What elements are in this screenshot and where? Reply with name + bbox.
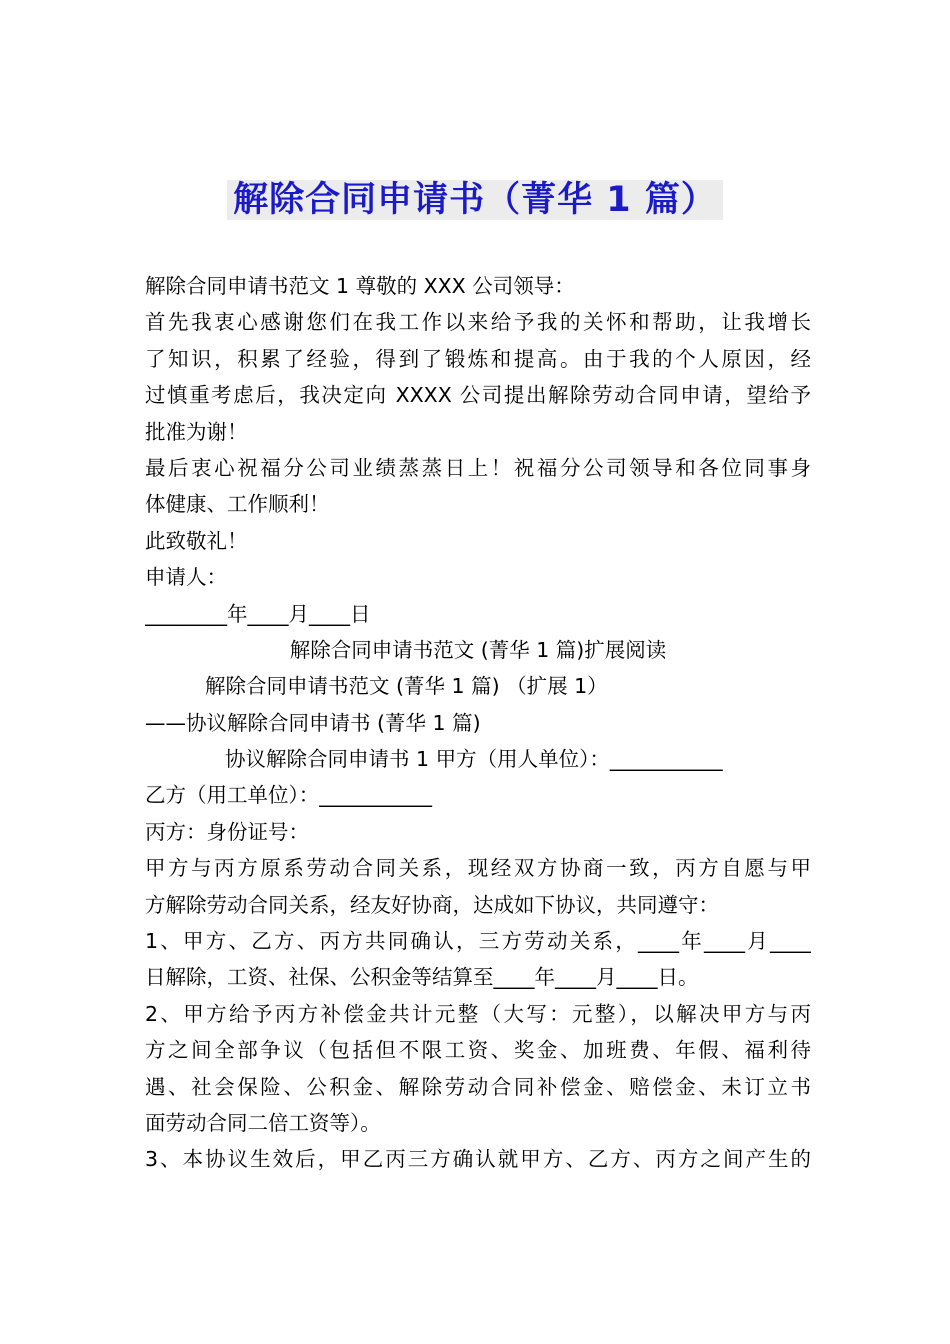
paragraph-line: 首先我衷心感谢您们在我工作以来给予我的关怀和帮助，让我增长 bbox=[145, 310, 811, 335]
paragraph-line: 批准为谢！ bbox=[145, 419, 248, 444]
party-c-line: 丙方：身份证号： bbox=[145, 819, 309, 844]
paragraph-line: 最后衷心祝福分公司业绩蒸蒸日上！祝福分公司领导和各位同事身 bbox=[145, 455, 811, 480]
paragraph-line: 过慎重考虑后，我决定向 XXXX 公司提出解除劳动合同申请，望给予 bbox=[145, 383, 811, 408]
document-title bbox=[0, 172, 950, 228]
clause-line: 方之间全部争议（包括但不限工资、奖金、加班费、年假、福利待 bbox=[145, 1038, 811, 1063]
paragraph-line: 体健康、工作顺利！ bbox=[145, 492, 330, 517]
clause-line: 2、甲方给予丙方补偿金共计元整（大写：元整），以解决甲方与丙 bbox=[145, 1001, 811, 1026]
clause-line: 面劳动合同二倍工资等）。 bbox=[145, 1110, 381, 1135]
paragraph-line: 甲方与丙方原系劳动合同关系，现经双方协商一致，丙方自愿与甲 bbox=[145, 856, 811, 881]
salutation-line: 解除合同申请书范文 1 尊敬的 XXX 公司领导： bbox=[145, 274, 575, 298]
date-line: ________年____月____日 bbox=[145, 601, 371, 626]
document-body bbox=[145, 268, 811, 1178]
paragraph-line: 了知识，积累了经验，得到了锻炼和提高。由于我的个人原因，经 bbox=[145, 346, 811, 371]
party-a-line: 协议解除合同申请书 1 甲方（用人单位）：___________ bbox=[225, 747, 723, 772]
clause-line: 日解除，工资、社保、公积金等结算至____年____月____日。 bbox=[145, 965, 699, 990]
extended-subheading: 解除合同申请书范文 (菁华 1 篇) （扩展 1） bbox=[205, 674, 608, 699]
party-b-line: 乙方（用工单位）：___________ bbox=[145, 783, 432, 808]
clause-line: 3、本协议生效后，甲乙丙三方确认就甲方、乙方、丙方之间产生的 bbox=[145, 1147, 811, 1172]
clause-line: 1、甲方、乙方、丙方共同确认，三方劳动关系，____年____月____ bbox=[145, 929, 811, 954]
applicant-line: 申请人： bbox=[145, 565, 227, 590]
extended-reading-heading: 解除合同申请书范文 (菁华 1 篇)扩展阅读 bbox=[289, 637, 667, 662]
title-text: 解除合同申请书（菁华 1 篇） bbox=[227, 180, 723, 220]
agreement-heading: ——协议解除合同申请书 (菁华 1 篇) bbox=[145, 710, 481, 735]
clause-line: 遇、社会保险、公积金、解除劳动合同补偿金、赔偿金、未订立书 bbox=[145, 1074, 811, 1099]
paragraph-line: 方解除劳动合同关系，经友好协商，达成如下协议，共同遵守： bbox=[145, 892, 719, 917]
closing-line: 此致敬礼！ bbox=[145, 528, 248, 553]
